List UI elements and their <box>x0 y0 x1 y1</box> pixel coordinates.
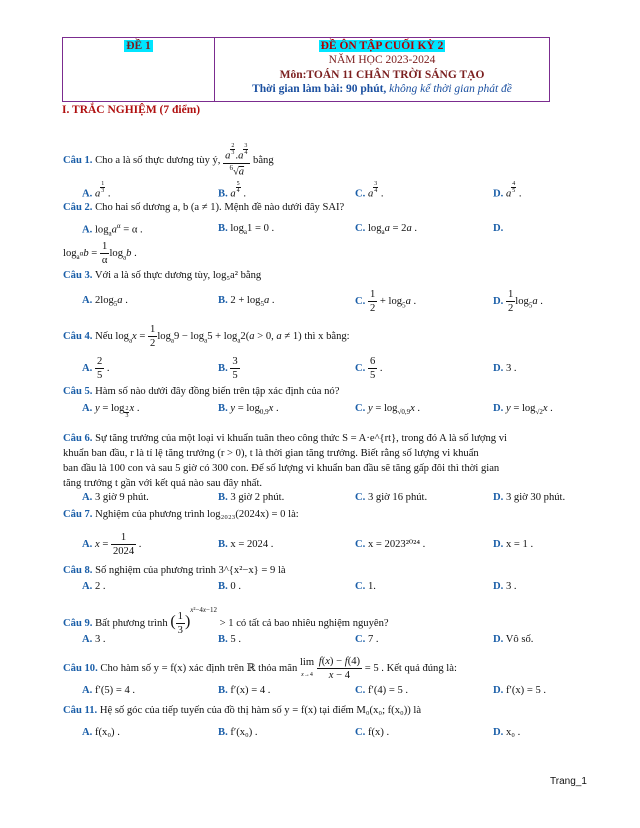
q11-option-c: C. f(x) . <box>355 727 390 738</box>
question-8: Câu 8. Số nghiệm của phương trình 3^{x²−x} = 9 là <box>63 565 286 576</box>
page-number: Trang_1 <box>550 776 587 787</box>
q10-option-d: D. f′(x) = 5 . <box>493 685 547 696</box>
q4-option-a: A. $\frac{2}{5}$ . <box>82 356 110 382</box>
exam-title: ĐỀ ÔN TẬP CUỐI KỲ 2 <box>320 40 444 52</box>
q1-option-b: B. a $\frac{5}{4}$ . <box>218 181 246 200</box>
q5-option-b: B. $y = \log_{0,9}x$ . <box>218 403 279 417</box>
question-6-line-1: Câu 6. Sự tăng trưởng của một loại vi khuẩn tuân theo công thức S = A·e^{rt}, trong đó A là số lượng vi <box>63 433 507 444</box>
question-6-line-2: khuẩn ban đầu, r là tỉ lệ tăng trưởng (r > 0), t là thời gian tăng trưởng. Biết rằng số lượng vi khuẩn <box>63 448 479 459</box>
question-11: Câu 11. Hệ số góc của tiếp tuyến của đồ thị hàm số y = f(x) tại điểm M₀(x₀; f(x₀)) là <box>63 705 422 716</box>
exam-code-cell <box>63 38 215 101</box>
q8-option-c: C. 1. <box>355 581 376 592</box>
q1-option-d: D. a $\frac{4}{5}$ . <box>493 181 522 200</box>
school-year: NĂM HỌC 2023-2024 <box>328 54 436 67</box>
section-title: I. TRẮC NGHIỆM (7 điểm) <box>62 104 201 116</box>
q7-option-b: B. x = 2024 . <box>218 539 274 550</box>
question-7: Câu 7. Nghiệm của phương trình log₂₀₂₃(2024x) = 0 là: <box>63 509 299 520</box>
q6-option-c: C. 3 giờ 16 phút. <box>355 492 428 503</box>
q3-option-b: B. $2 + \log_5a$ . <box>218 295 275 309</box>
q5-option-c: C. $y = \log_{√0,9}x$ . <box>355 403 421 417</box>
question-6-line-3: ban đầu là 100 con và sau 5 giờ có 300 con. Để số lượng vi khuẩn ban đầu sẽ tăng gấp đôi thì thời gian <box>63 463 500 474</box>
q6-option-a: A. 3 giờ 9 phút. <box>82 492 149 503</box>
q9-option-b: B. 5 . <box>218 634 241 645</box>
q1-option-c: C. a $\frac{3}{4}$ . <box>355 181 384 200</box>
q5-option-d: D. $y = \log_{√2}x$ . <box>493 403 553 417</box>
q10-option-c: C. f′(4) = 5 . <box>355 685 409 696</box>
question-4: Câu 4. Nếu $\log_ax$ = $\frac{1}{2}$ $\log_a9 - \log_a5 + \log_a2(a > 0$, a ≠ 1) thì x bằng: <box>63 324 350 350</box>
question-9: Câu 9. Bất phương trình ( $\frac{1}{3}$ )$^{x^2-4x-12}$ > 1 có tất cả bao nhiêu nghiệm nguyên? <box>63 606 389 637</box>
q3-option-a: A. $2\log_5a$ . <box>82 295 128 309</box>
q1-option-a: A. a $\frac{1}{3}$ . <box>82 181 111 200</box>
q2-option-d-content: $\log_{a^\alpha}b$ = $\frac{1}{\alpha}$ $\log_ab$ . <box>63 241 137 267</box>
q4-option-b: B. $\frac{3}{5}$ <box>218 356 238 382</box>
q2-option-d: D. <box>493 223 504 234</box>
time-limit: Thời gian làm bài: 90 phút, không kể thời gian phát đề <box>252 83 512 96</box>
q7-option-c: C. x = 2023²⁰²⁴ . <box>355 539 426 550</box>
q6-option-d: D. 3 giờ 30 phút. <box>493 492 566 503</box>
q2-option-b: B. $\log_a1 = 0$ . <box>218 223 275 237</box>
q9-option-d: D. Vô số. <box>493 634 534 645</box>
question-10: Câu 10. Cho hàm số y = f(x) xác định trên ℝ thỏa mãn lim x→4 $\frac{f(x) - f(4)}{x - 4}$ = 5 . Kết quả đúng là: <box>63 656 457 682</box>
question-3: Câu 3. Với a là số thực dương tùy, log₅a² bằng <box>63 270 262 281</box>
question-2: Câu 2. Cho hai số dương a, b (a ≠ 1). Mệnh đề nào dưới đây SAI? <box>63 202 345 213</box>
subject: Môn:TOÁN 11 CHÂN TRỜI SÁNG TẠO <box>279 68 485 81</box>
q8-option-a: A. 2 . <box>82 581 106 592</box>
q3-option-d: D. $\frac{1}{2}$ $\log_5a$ . <box>493 289 543 315</box>
q8-option-d: D. 3 . <box>493 581 517 592</box>
q2-option-a: A. $\log_aa^\alpha = \alpha$ . <box>82 222 143 238</box>
question-5: Câu 5. Hàm số nào dưới đây đồng biến trên tập xác định của nó? <box>63 386 340 397</box>
exam-header <box>62 37 550 102</box>
q4-option-c: C. $\frac{6}{5}$ . <box>355 356 383 382</box>
q11-option-d: D. x₀ . <box>493 727 521 738</box>
q6-option-b: B. 3 giờ 2 phút. <box>218 492 285 503</box>
question-6-line-4: tăng trưởng t gần với kết quả nào sau đây nhất. <box>63 478 263 489</box>
q10-option-a: A. f′(5) = 4 . <box>82 685 136 696</box>
q10-option-b: B. f′(x) = 4 . <box>218 685 271 696</box>
q7-option-a: A. x = $\frac{1}{2024}$ . <box>82 532 142 558</box>
question-1: Câu 1. Cho a là số thực dương tùy ý, a $\frac{2}{3}$ .a $\frac{3}{4}$ $^6$√a bằng <box>63 143 274 178</box>
q9-option-c: C. 7 . <box>355 634 379 645</box>
exam-info-cell <box>215 38 549 101</box>
q11-option-b: B. f′(x₀) . <box>218 727 258 738</box>
exam-code: ĐỀ 1 <box>126 40 151 52</box>
q9-option-a: A. 3 . <box>82 634 106 645</box>
q4-option-d: D. 3 . <box>493 363 517 374</box>
q8-option-b: B. 0 . <box>218 581 241 592</box>
q2-option-c: C. $\log_aa = 2a$ . <box>355 223 418 237</box>
q7-option-d: D. x = 1 . <box>493 539 534 550</box>
q1-expression: a $\frac{2}{3}$ .a $\frac{3}{4}$ $^6$√a <box>223 143 250 179</box>
q11-option-a: A. f(x₀) . <box>82 727 120 738</box>
q3-option-c: C. $\frac{1}{2}$ + $\log_5a$ . <box>355 289 417 315</box>
q5-option-a: A. y = log $_{\frac{2}{3}}$ x . <box>82 403 140 419</box>
